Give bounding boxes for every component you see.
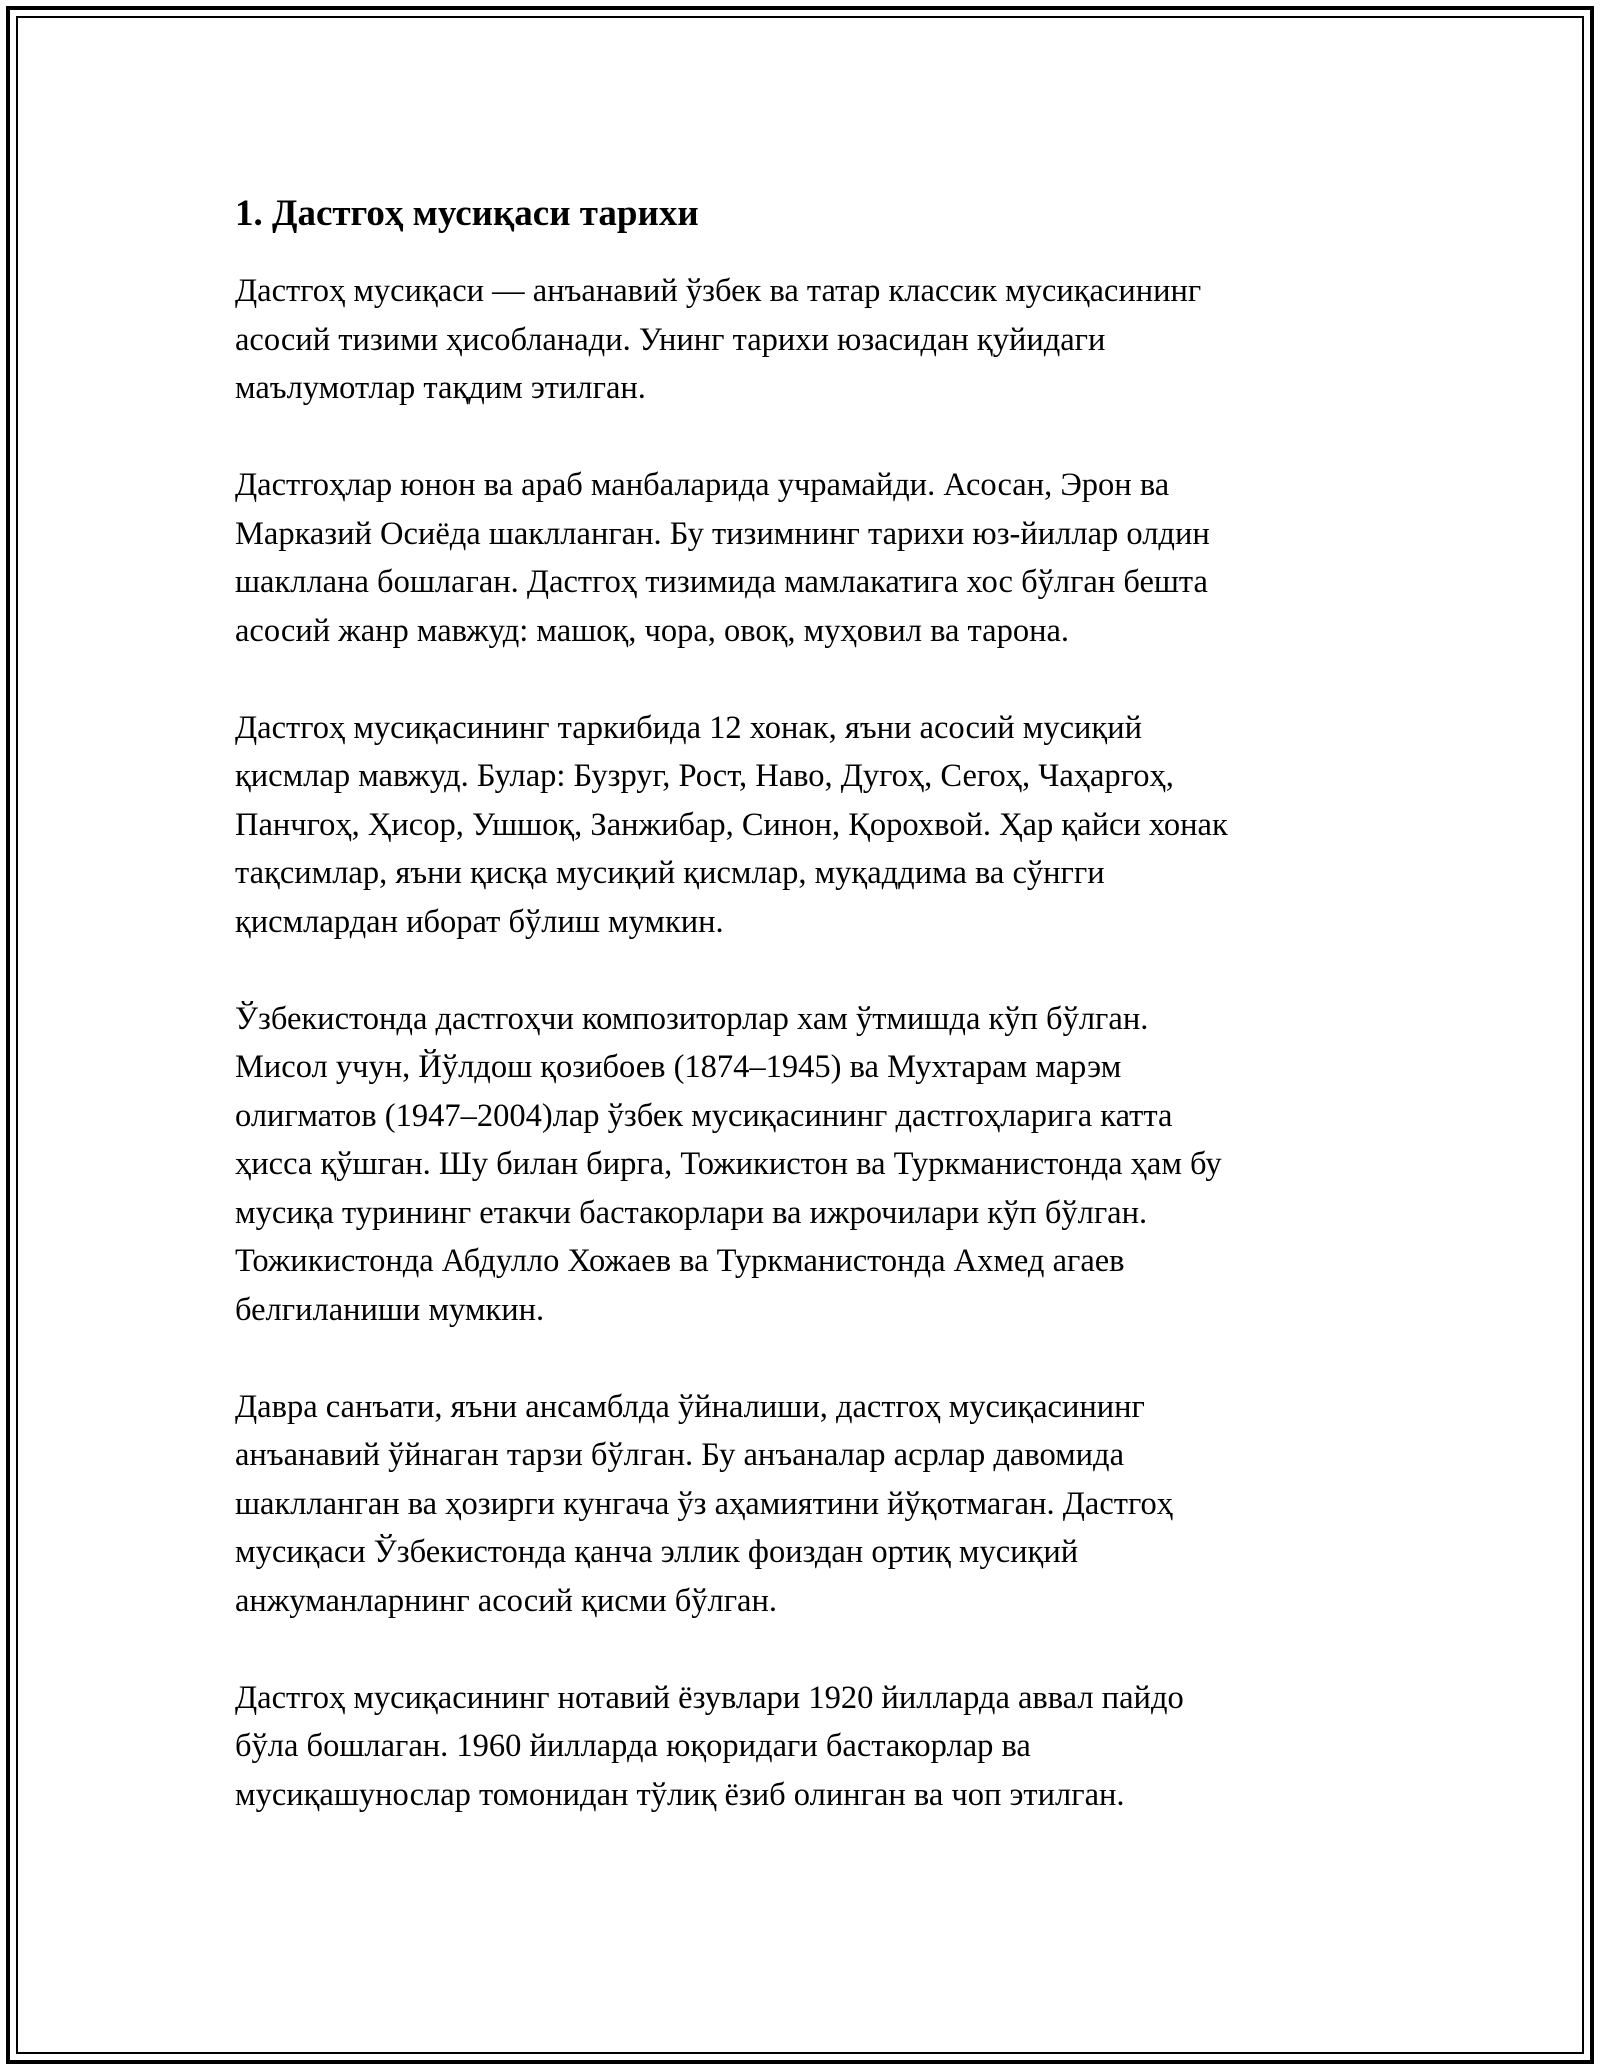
paragraph-line: Дастгоҳ мусиқасининг нотавий ёзувлари 1920 йилларда аввал пайдо — [235, 1679, 1184, 1716]
paragraph-line: Давра санъати, яъни ансамблда ўйналиши, дастгоҳ мусиқасининг — [235, 1388, 1145, 1425]
paragraph-line: бўла бошлаган. 1960 йилларда юқоридаги бастакорлар ва — [235, 1728, 1031, 1764]
paragraph-line: анжуманларнинг асосий қисми бўлган. — [235, 1582, 777, 1619]
paragraph-composers — [235, 995, 1375, 1335]
paragraph-line: олигматов (1947–2004)лар ўзбек мусиқасининг дастгоҳларига катта — [235, 1097, 1173, 1134]
paragraph-line: Панчгоҳ, Ҳисор, Ушшоқ, Занжибар, Синон, Қорохвой. Ҳар қайси хонак — [235, 806, 1228, 843]
paragraph-ensemble — [235, 1383, 1375, 1626]
paragraph-line: Ўзбекистонда дастгоҳчи композиторлар хам ўтмишда кўп бўлган. — [235, 1000, 1149, 1037]
paragraph-line: анъанавий ўйнаган тарзи бўлган. Бу анъаналар асрлар давомида — [235, 1437, 1125, 1473]
paragraph-line: асосий тизими ҳисобланади. Унинг тарихи юзасидан қуйидаги — [235, 321, 1106, 358]
paragraph-line: Мисол учун, Йўлдош қозибоев (1874–1945) ва Мухтарам марэм — [235, 1049, 1122, 1085]
paragraph-structure — [235, 704, 1375, 947]
paragraph-line: асосий жанр мавжуд: машоқ, чора, овоқ, муҳовил ва тарона. — [235, 612, 1070, 649]
paragraph-line: маълумотлар тақдим этилган. — [235, 370, 646, 406]
paragraph-line: мусиқа турининг етакчи бастакорлари ва ижрочилари кўп бўлган. — [235, 1194, 1148, 1231]
document-body — [235, 185, 1385, 1868]
paragraph-line: мусиқашунослар томонидан тўлиқ ёзиб олинган ва чоп этилган. — [235, 1776, 1125, 1813]
paragraph-line: қисмлар мавжуд. Булар: Бузруг, Рост, Наво, Дугоҳ, Сегоҳ, Чаҳаргоҳ, — [235, 758, 1174, 794]
paragraph-line: Тожикистонда Абдулло Хожаев ва Туркманистонда Ахмед агаев — [235, 1243, 1125, 1279]
paragraph-line: мусиқаси Ўзбекистонда қанча эллик фоиздан ортиқ мусиқий — [235, 1534, 1079, 1570]
paragraph-line: Дастгоҳ мусиқаси — анъанавий ўзбек ва татар классик мусиқасининг — [235, 273, 1202, 309]
paragraph-notation — [235, 1674, 1375, 1820]
paragraph-line: шаклланган ва ҳозирги кунгача ўз аҳамиятини йўқотмаган. Дастгоҳ — [235, 1485, 1173, 1522]
paragraph-line: қисмлардан иборат бўлиш мумкин. — [235, 903, 724, 940]
document-title: 1. Дастгоҳ мусиқаси тарихи — [235, 193, 699, 234]
paragraph-origins — [235, 461, 1375, 655]
paragraph-line: Дастгоҳ мусиқасининг таркибида 12 хонак, яъни асосий мусиқий — [235, 709, 1143, 746]
paragraph-line: ҳисса қўшган. Шу билан бирга, Тожикистон ва Туркманистонда ҳам бу — [235, 1146, 1222, 1182]
paragraph-line: тақсимлар, яъни қисқа мусиқий қисмлар, муқаддима ва сўнгги — [235, 855, 1105, 891]
paragraph-line: Дастгоҳлар юнон ва араб манбаларида учрамайди. Асосан, Эрон ва — [235, 467, 1170, 503]
paragraph-line: белгиланиши мумкин. — [235, 1291, 545, 1328]
paragraph-intro — [235, 267, 1375, 413]
paragraph-line: Марказий Осиёда шаклланган. Бу тизимнинг тарихи юз-йиллар олдин — [235, 515, 1210, 552]
paragraph-line: шакллана бошлаган. Дастгоҳ тизимида мамлакатига хос бўлган бешта — [235, 564, 1208, 600]
